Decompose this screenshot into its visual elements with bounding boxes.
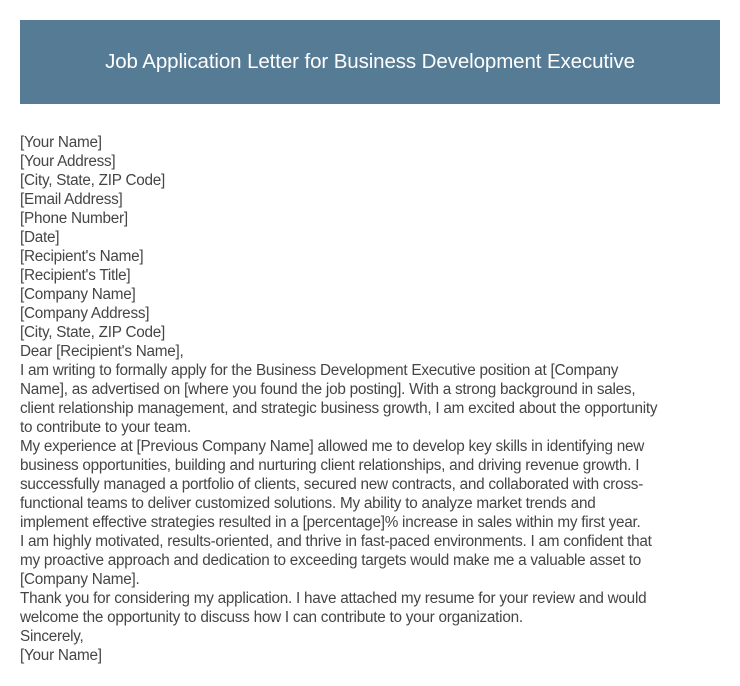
paragraph-line: I am writing to formally apply for the Business Development Executive position at [Company — [20, 362, 619, 379]
salutation: Dear [Recipient's Name], — [20, 343, 184, 360]
sender-address: [Your Address] — [20, 153, 116, 170]
letter-header — [20, 20, 720, 104]
paragraph-line: client relationship management, and strategic business growth, I am excited about the opportunity — [20, 400, 658, 417]
paragraph-line: [Company Name]. — [20, 571, 140, 588]
paragraph-line: my proactive approach and dedication to exceeding targets would make me a valuable asset to — [20, 552, 641, 569]
paragraph-line: My experience at [Previous Company Name] allowed me to develop key skills in identifying new — [20, 438, 645, 455]
page-title: Job Application Letter for Business Development Executive — [105, 50, 635, 73]
sender-block — [20, 133, 725, 247]
paragraph-line: welcome the opportunity to discuss how I can contribute to your organization. — [20, 609, 523, 626]
paragraph-line: functional teams to deliver customized solutions. My ability to analyze market trends and — [20, 495, 596, 512]
signature: [Your Name] — [20, 647, 102, 664]
paragraph-line: business opportunities, building and nurturing client relationships, and driving revenue growth. I — [20, 457, 640, 474]
sender-email: [Email Address] — [20, 191, 123, 208]
recipient-block — [20, 247, 725, 342]
paragraph-experience — [20, 437, 725, 532]
recipient-company: [Company Name] — [20, 286, 136, 303]
recipient-name: [Recipient's Name] — [20, 248, 144, 265]
letter-date: [Date] — [20, 229, 60, 246]
sender-name: [Your Name] — [20, 134, 102, 151]
recipient-city-state-zip: [City, State, ZIP Code] — [20, 324, 166, 341]
paragraph-line: Thank you for considering my application. I have attached my resume for your review and would — [20, 590, 647, 607]
paragraph-line: I am highly motivated, results-oriented, and thrive in fast-paced environments. I am confident that — [20, 533, 652, 550]
paragraph-line: Name], as advertised on [where you found the job posting]. With a strong background in sales, — [20, 381, 636, 398]
recipient-title: [Recipient's Title] — [20, 267, 131, 284]
paragraph-closing — [20, 589, 725, 627]
paragraph-intro — [20, 361, 725, 437]
paragraph-line: to contribute to your team. — [20, 419, 191, 436]
sender-city-state-zip: [City, State, ZIP Code] — [20, 172, 166, 189]
paragraph-line: successfully managed a portfolio of clients, secured new contracts, and collaborated with cross- — [20, 476, 644, 493]
closing: Sincerely, — [20, 628, 84, 645]
paragraph-line: implement effective strategies resulted in a [percentage]% increase in sales within my first year. — [20, 514, 641, 531]
recipient-address: [Company Address] — [20, 305, 150, 322]
letter-body — [20, 133, 725, 665]
paragraph-motivation — [20, 532, 725, 589]
sender-phone: [Phone Number] — [20, 210, 128, 227]
